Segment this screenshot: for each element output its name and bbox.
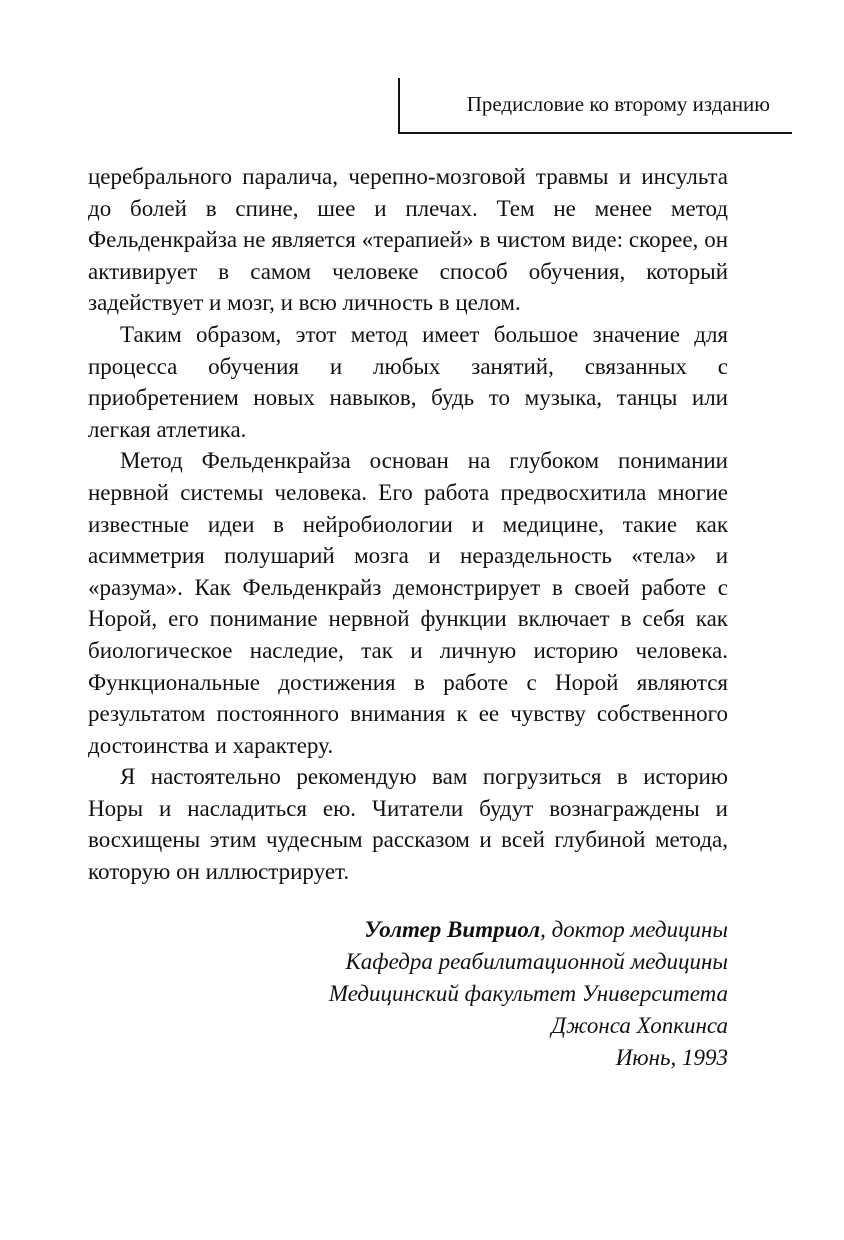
signature-block (168, 914, 728, 1074)
running-header-title: Предисловие ко второму изданию (466, 92, 770, 116)
signature-date: Июнь, 1993 (615, 1045, 728, 1070)
author-name: Уолтер Витриол (364, 917, 541, 942)
paragraph-2: Таким образом, этот метод имеет большое значение для процесса обучения и любых занятий, связанных с приобретением новых навыков, будь то музыка, танцы или легкая атлетика. (88, 321, 728, 442)
signature-department: Кафедра реабилитационной медицины (345, 949, 728, 974)
signature-author-line (168, 914, 728, 946)
running-header (398, 78, 792, 134)
paragraph-4: Я настоятельно рекомендую вам погрузиться в историю Норы и насладиться ею. Читатели будут вознаграждены и восхищены этим чудесным рассказом и всей глубиной метода, которую он иллюстрирует. (88, 764, 728, 885)
signature-university: Джонса Хопкинса (551, 1013, 728, 1038)
author-title: , доктор медицины (540, 917, 728, 942)
body-text (88, 161, 728, 888)
paragraph-1: церебрального паралича, черепно-мозговой травмы и инсульта до болей в спине, шее и плечах. Тем не менее метод Фельденкрайза не является «терапией» в чистом виде: скорее, он активирует в самом человеке способ обучения, который задействует и мозг, и всю личность в целом. (88, 164, 728, 316)
signature-faculty: Медицинский факультет Университета (328, 981, 728, 1006)
paragraph-3: Метод Фельденкрайза основан на глубоком понимании нервной системы человека. Его работа предвосхитила многие известные идеи в нейробиологии и медицине, такие как асимметрия полушарий мозга и нераздельность «тела» и «разума». Как Фельденкрайз демонстрирует в своей работе с Норой, его понимание нервной функции включает в себя как биологическое наследие, так и личную историю человека. Функциональные достижения в работе с Норой являются результатом постоянного внимания к ее чувству собственного достоинства и характеру. (88, 448, 728, 758)
